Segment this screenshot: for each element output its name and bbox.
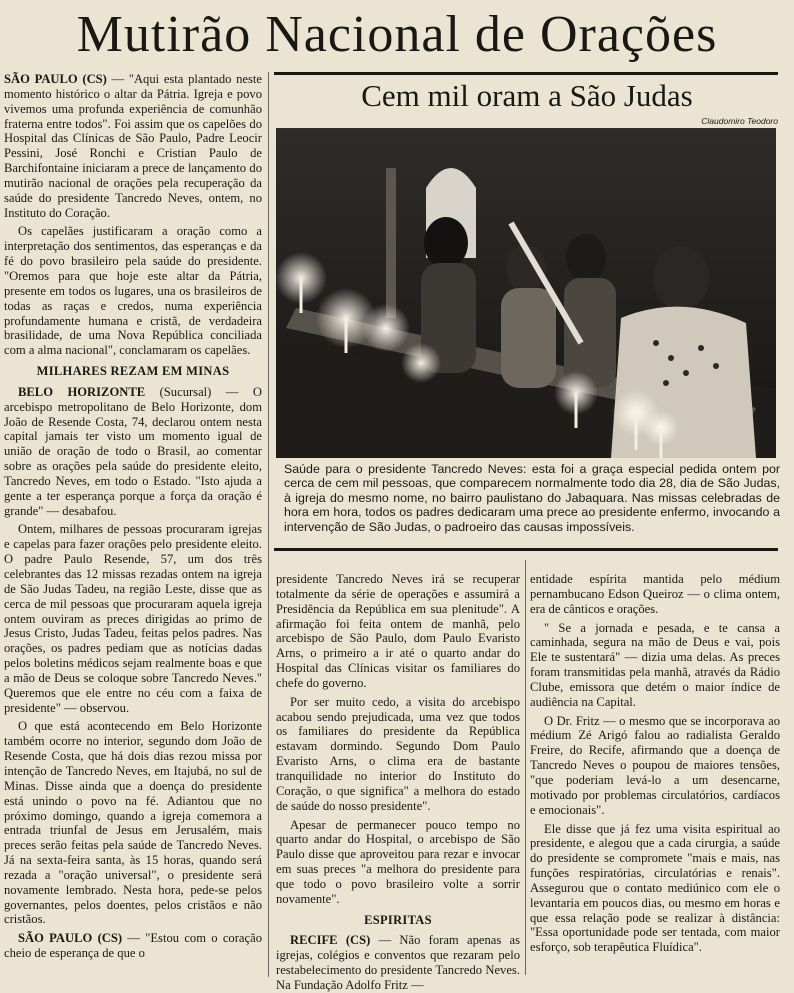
column-divider-vertical xyxy=(268,72,269,977)
paragraph xyxy=(4,931,262,961)
paragraph-text: — "Aqui esta plantado neste momento histórico o altar da Pátria. Igreja e povo vivemos uma profunda experiência de comunhão fraterna entre todos". Foi assim que os capelões do Hospital das Clínicas de São Paulo, Padre Leocir Pessini, José Ronchi e Cristian Paulo de Barchifontaine iniciaram a prece de lançamento do mutirão nacional de orações pela recuperação da saúde do presidente Tancredo Neves, ontem, no Instituto do Coração. xyxy=(4,72,262,220)
photo-caption: Saúde para o presidente Tancredo Neves: esta foi a graça especial pedida ontem por cerca de cem mil pessoas, que comparecem normalmente todo dia 28, dia de São Judas, à igreja do mesmo nome, no bairro paulistano do Jabaquara. Nas missas celebradas de hora em hora, todos os padres dedicaram uma prece ao presidente enfermo, invocando a intervenção de São Judas, o padroeiro das causas impossíveis. xyxy=(284,462,780,534)
paragraph-text: — Não foram apenas as igrejas, colégios e conventos que rezaram pelo restabelecimento do presidente Tancredo Neves. Na Fundação Adolfo Fritz — xyxy=(276,933,520,992)
article-column-3 xyxy=(530,572,780,977)
paragraph-text: — "Estou com o coração cheio de esperança de que o xyxy=(4,931,262,961)
paragraph xyxy=(4,72,262,220)
paragraph-text: (Sucursal) — O arcebispo metropolitano de Belo Horizonte, dom João de Resende Costa, 74, declarou ontem nesta capital jamais ter visto um momento igual de união de oração de todo o Brasil, ao comentar sobre as orações pela saúde do presidente eleito, Tancredo Neves, em todo o Estado. "Isto ajuda a gente a ter esperança porque a força da oração é grande" — desabafou. xyxy=(4,384,262,518)
column-divider-2 xyxy=(525,560,526,975)
dateline: BELO HORIZONTE xyxy=(18,384,146,399)
paragraph: Por ser muito cedo, a visita do arcebispo acabou sendo prejudicada, uma vez que todos os familiares do presidente da República estavam dormindo. Segundo Dom Paulo Evaristo Arns, o clima era de bastante tranquilidade no interior do Instituto do Coração, o que significa" a melhora do estado de saúde do nosso presidente". xyxy=(276,694,520,813)
paragraph: Ele disse que já fez uma visita espiritual ao presidente, e alegou que a cada cirurgia, a saúde do presidente se compromete "mais e mais, nas funções respiratórias, circulatórias e renais". Assegurou que o contato mediúnico com ele o levantaria em poucos dias, ou mesmo em horas e que essa relação pode se realizar à distância: "Essa oportunidade pode ser tentada, com maior esforço, sob terapêutica Fluídica". xyxy=(530,821,780,955)
subheading: MILHARES REZAM EM MINAS xyxy=(36,364,230,379)
paragraph: O que está acontecendo em Belo Horizonte também ocorre no interior, segundo dom João de Resende Costa, que há dois dias rezou missa por intenção de Tancredo Neves, em Itajubá, no sul de Minas. Disse ainda que a doença do presidente está unindo o povo na fé. Adiantou que no próximo domingo, quando a igreja comemora a entrada triunfal de Jesus em Jerusalém, mais preces serão feitas pela saúde de Tancredo Neves. Já na sexta-feira santa, às 15 horas, quando será rezada a "oração universal", o presidente será novamente lembrado. Nesta hora, pede-se pelos governantes, pelos doentes, pelos cristãos e não cristãos. xyxy=(4,719,262,927)
article-column-2 xyxy=(276,572,520,992)
dateline: SÃO PAULO (CS) xyxy=(4,72,107,86)
photo-credit: Claudomiro Teodoro xyxy=(701,116,778,126)
paragraph: Ontem, milhares de pessoas procuraram igrejas e capelas para fazer orações pelo presidente eleito. O padre Paulo Resende, 57, um dos três celebrantes das 12 missas rezadas ontem na igreja de São Judas Tadeu, na região Leste, disse que as cerca de mil pessoas que procuraram aquela igreja ontem ouviram as preces dirigidas ao primo de Jesus Cristo, Judas Tadeu, feitas pelos padres. Nas orações, os padres pediam que as notícias dadas pelos boletins médicos sejam realmente boas e que a mão de Deus se coloque sobre Tancredo Neves." Queremos que ele entre no céu com a faixa de presidente" — observou. xyxy=(4,522,262,715)
paragraph xyxy=(276,933,520,992)
mid-rule xyxy=(274,548,778,551)
top-rule xyxy=(274,72,778,75)
dateline: RECIFE (CS) xyxy=(290,933,371,948)
paragraph xyxy=(4,385,262,519)
subheading: ESPIRITAS xyxy=(364,912,432,927)
dateline: SÃO PAULO (CS) xyxy=(18,931,123,946)
paragraph: O Dr. Fritz — o mesmo que se incorporava ao médium Zé Arigó falou ao radialista Geraldo Freire, do Recife, afirmando que a doença de Tancredo Neves o poupou de maiores tensões, "que poderiam levá-lo a um desencarne, motivado por problemas circulatórios, cardíacos e emocionais". xyxy=(530,713,780,817)
paragraph: entidade espírita mantida pelo médium pernambucano Edson Queiroz — o clima ontem, era de cânticos e orações. xyxy=(530,572,780,616)
paragraph: presidente Tancredo Neves irá se recuperar totalmente da série de operações e assumirá a Presidência da República em sua plenitude". A afirmação foi feita ontem de manhã, pelo arcebispo de São Paulo, dom Paulo Evaristo Arns, o primeiro a ir até o quarto andar do Hospital das Clínicas visitar os familiares do chefe do governo. xyxy=(276,572,520,690)
article-kicker: Cem mil oram a São Judas xyxy=(361,78,693,113)
paragraph: " Se a jornada e pesada, e te cansa a caminhada, segura na mão de Deus e vai, pois Ele te sustentará" — dizia uma delas. As preces foram transmitidas pela manhã, através da Rádio Clube, emissora que detém o maior índice de audiência na Capital. xyxy=(530,620,780,709)
page-headline: Mutirão Nacional de Orações xyxy=(76,6,718,63)
news-photo xyxy=(276,128,776,458)
article-column-1 xyxy=(4,72,262,974)
paragraph: Os capelães justificaram a oração como a interpretação dos sentimentos, das esperanças e da fé do povo brasileiro pela saúde do presidente. "Oremos para que hoje este altar da Pátria, presente em todos os lugares, una os brasileiros de todas as raças e credos, numa experiência profundamente humana e cristã, de verdadeira brasilidade, de uma Nova República conciliada com a alma nacional", conclamaram os capelães. xyxy=(4,224,262,358)
photo-illustration xyxy=(276,128,776,458)
paragraph: Apesar de permanecer pouco tempo no quarto andar do Hospital, o arcebispo de São Paulo disse que aproveitou para rezar e invocar em suas preces "a melhora do presidente para que todo o povo brasileiro volte a sorrir novamente". xyxy=(276,817,520,906)
